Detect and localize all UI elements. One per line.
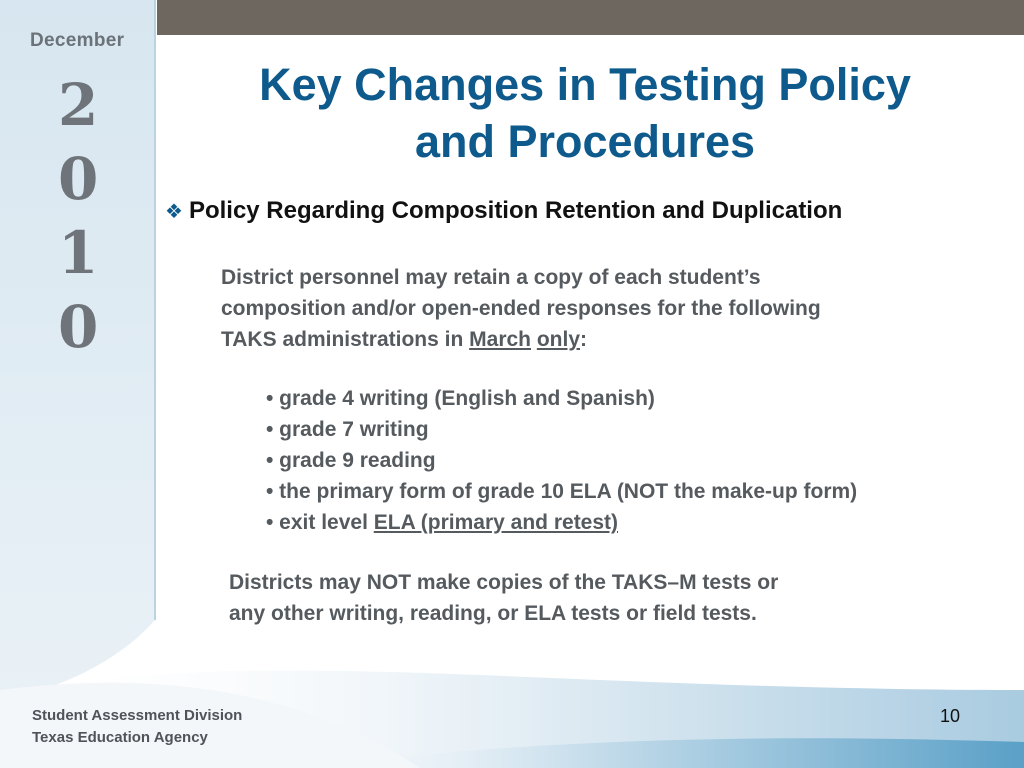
sidebar-year-digit: 0 <box>58 293 99 361</box>
paragraph-text: TAKS administrations in <box>221 328 470 351</box>
list-item: • grade 7 writing <box>266 418 429 441</box>
list-item: • grade 9 reading <box>266 449 436 472</box>
retention-paragraph <box>221 262 821 355</box>
administrations-list <box>266 383 857 538</box>
section-heading-text: Policy Regarding Composition Retention and Duplication <box>188 197 843 224</box>
sidebar-year-digit: 0 <box>58 145 99 213</box>
march-emphasis: March <box>469 328 531 351</box>
list-item: • grade 4 writing (English and Spanish) <box>266 387 655 410</box>
slide-title-line-1: Key Changes in Testing Policy <box>259 59 911 110</box>
sidebar-year-digit: 2 <box>58 71 99 139</box>
list-item-text: • exit level <box>266 511 374 534</box>
only-emphasis: only <box>536 328 581 351</box>
copy-restriction-paragraph <box>229 567 778 629</box>
paragraph-line: Districts may NOT make copies of the TAKS–M tests or <box>229 571 779 594</box>
ela-emphasis: ELA (primary and retest) <box>373 511 619 534</box>
paragraph-line: District personnel may retain a copy of each student’s <box>221 266 761 289</box>
paragraph-colon: : <box>580 328 588 351</box>
paragraph-line <box>221 324 821 355</box>
paragraph-line: any other writing, reading, or ELA tests or field tests. <box>229 602 757 625</box>
top-bar <box>157 0 1024 35</box>
slide-title <box>160 56 1010 170</box>
footer-agency: Texas Education Agency <box>32 729 208 746</box>
section-heading <box>165 197 842 225</box>
sidebar-year-digit: 1 <box>58 219 99 287</box>
slide-title-line-2: and Procedures <box>414 116 756 167</box>
page-number: 10 <box>940 706 961 726</box>
list-item: • the primary form of grade 10 ELA (NOT the make-up form) <box>266 480 858 503</box>
diamond-bullet-icon: ❖ <box>165 199 183 223</box>
list-item <box>266 507 857 538</box>
footer-division: Student Assessment Division <box>32 707 243 724</box>
paragraph-line: composition and/or open-ended responses for the following <box>221 297 821 320</box>
sidebar-month: December <box>30 30 125 51</box>
